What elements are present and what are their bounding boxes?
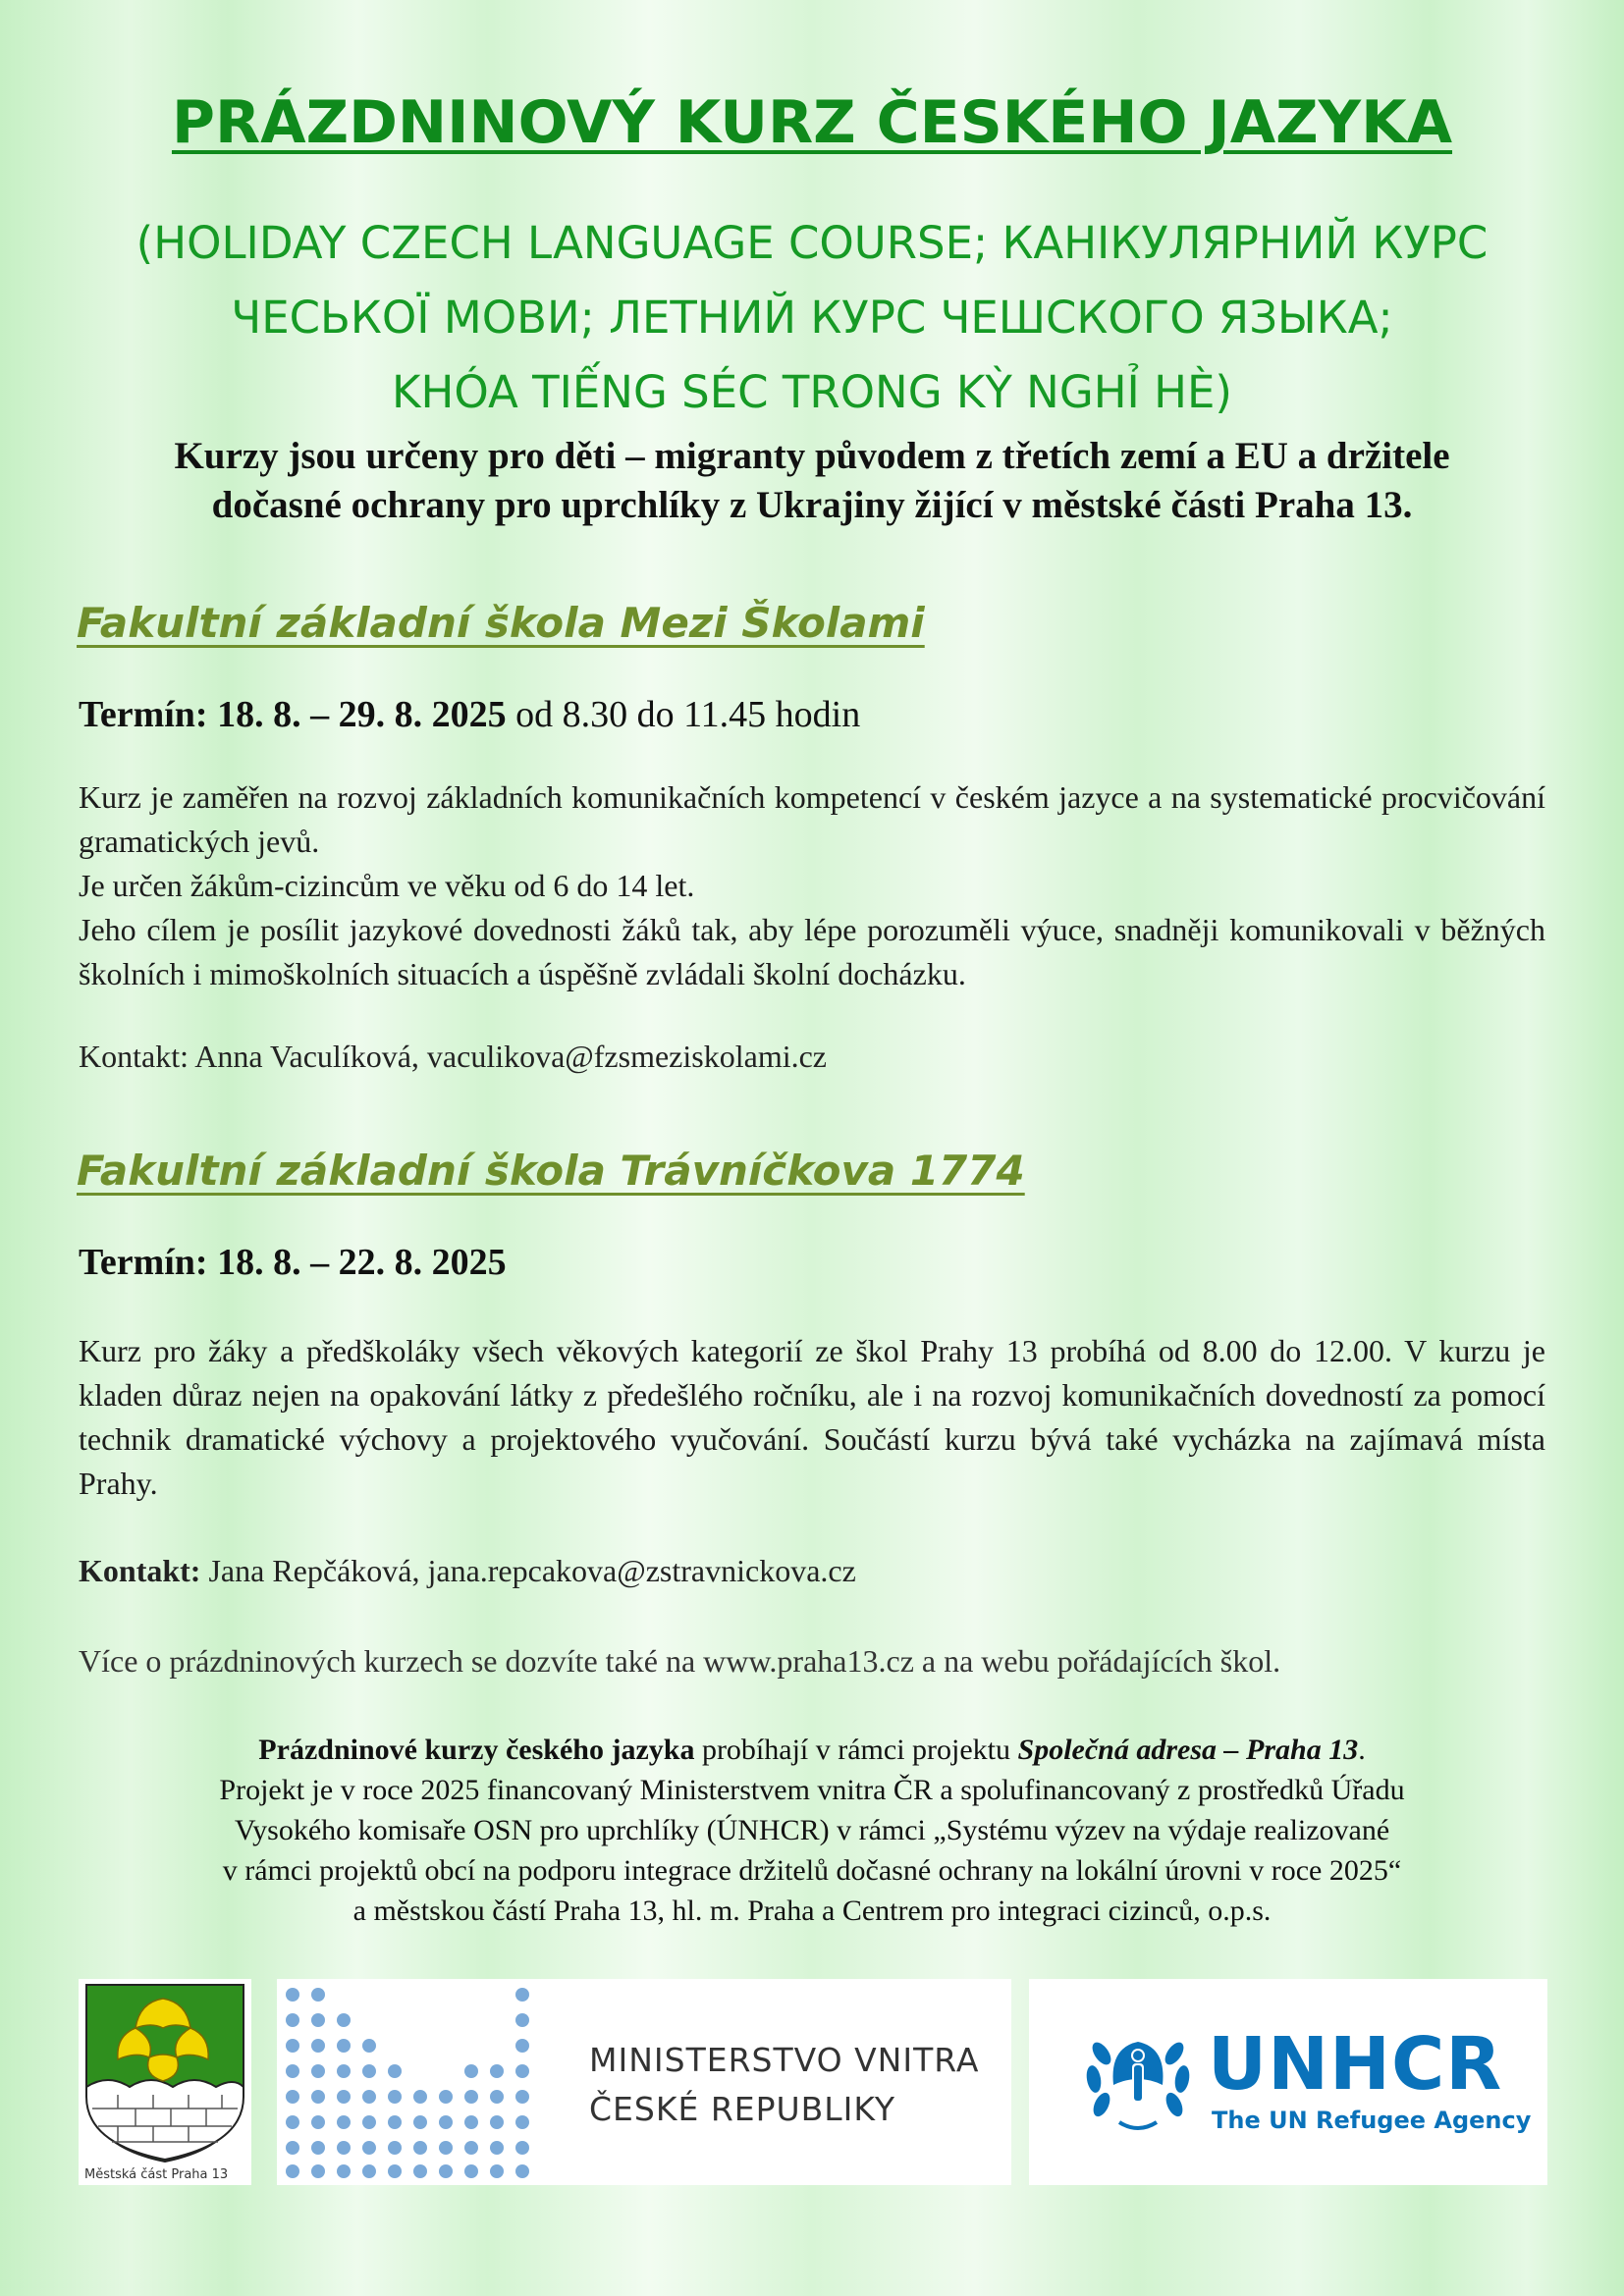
funding-footer bbox=[59, 1730, 1565, 1931]
mv-line1: MINISTERSTVO VNITRA bbox=[589, 2041, 980, 2079]
praha13-caption: Městská část Praha 13 bbox=[84, 2167, 229, 2182]
school1-contact: Kontakt: Anna Vaculíková, vaculikova@fzsmeziskolami.cz bbox=[79, 1039, 827, 1074]
footer-lead-mid: probíhají v rámci projektu bbox=[694, 1734, 1018, 1766]
subtitle-line: (HOLIDAY CZECH LANGUAGE COURSE; КАНІКУЛЯРНИЙ КУРС bbox=[135, 217, 1489, 269]
intro-line: dočasné ochrany pro uprchlíky z Ukrajiny žijící v městské části Praha 13. bbox=[211, 484, 1413, 526]
school1-paragraph: Jeho cílem je posílit jazykové dovednosti žáků tak, aby lépe porozuměli výuce, snadněji komunikovali v běžných školních i mimoškolních situacích a úspěšně zvládali školní docházku. bbox=[79, 912, 1545, 991]
subtitle-translations bbox=[59, 206, 1565, 430]
intro-line: Kurzy jsou určeny pro děti – migranty původem z třetích zemí a EU a držitele bbox=[174, 435, 1450, 477]
school2-heading: Fakultní základní škola Trávníčkova 1774 bbox=[77, 1147, 1025, 1195]
school1-heading: Fakultní základní škola Mezi Školami bbox=[77, 599, 925, 647]
page-title: PRÁZDNINOVÝ KURZ ČESKÉHO JAZYKA bbox=[171, 88, 1453, 157]
school1-description bbox=[79, 775, 1545, 996]
subtitle-line: ЧЕСЬКОЇ МОВИ; ЛЕТНИЙ КУРС ЧЕШСКОГО ЯЗЫКА; bbox=[231, 292, 1393, 344]
school2-term bbox=[79, 1241, 507, 1284]
footer-line: a městskou částí Praha 13, hl. m. Praha a Centrem pro integraci cizinců, o.p.s. bbox=[352, 1895, 1272, 1927]
school1-term-label: Termín: 18. 8. – 29. 8. 2025 bbox=[79, 694, 507, 735]
school2-contact-value: Jana Repčáková, jana.repcakova@zstravnickova.cz bbox=[200, 1553, 856, 1588]
footer-lead bbox=[59, 1730, 1565, 1770]
subtitle-line: KHÓA TIẾNG SÉC TRONG KỲ NGHỈ HÈ) bbox=[392, 366, 1232, 418]
praha13-logo bbox=[79, 1979, 251, 2185]
school1-term-hours: od 8.30 do 11.45 hodin bbox=[506, 694, 861, 735]
unhcr-name: UNHCR bbox=[1208, 2022, 1503, 2107]
footer-line: v rámci projektů obcí na podporu integrace držitelů dočasné ochrany na lokální úrovni v roce 2025“ bbox=[222, 1854, 1402, 1887]
footer-lead-end: . bbox=[1358, 1734, 1366, 1766]
footer-bold-lead: Prázdninové kurzy českého jazyka bbox=[258, 1734, 695, 1766]
school1-paragraph: Je určen žákům-cizincům ve věku od 6 do 14 let. bbox=[79, 868, 695, 903]
school1-paragraph: Kurz je zaměřen na rozvoj základních komunikačních kompetencí v českém jazyce a na systematické procvičování gramatických jevů. bbox=[79, 779, 1545, 859]
footer-project-name: Společná adresa – Praha 13 bbox=[1017, 1734, 1359, 1766]
school2-description: Kurz pro žáky a předškoláky všech věkových kategorií ze škol Prahy 13 probíhá od 8.00 do 12.00. V kurzu je kladen důraz nejen na opakování látky z předešlého ročníku, ale i na rozvoj komunikačních dovedností za pomocí technik dramatické výchovy a projektového vyučování. Součástí kurzu bývá také vycházka na zajímavá místa Prahy. bbox=[79, 1333, 1545, 1501]
more-info: Více o prázdninových kurzech se dozvíte také na www.praha13.cz a na webu pořádajících škol. bbox=[79, 1643, 1281, 1679]
mv-name bbox=[589, 2036, 979, 2134]
school2-contact-label: Kontakt: bbox=[79, 1553, 201, 1588]
footer-line: Vysokého komisaře OSN pro uprchlíky (ÚNHCR) v rámci „Systému výzev na výdaje realizované bbox=[234, 1814, 1390, 1846]
mv-dot-grid-icon bbox=[283, 1985, 548, 2179]
school1-term bbox=[79, 693, 860, 736]
unhcr-tagline: The UN Refugee Agency bbox=[1212, 2107, 1532, 2134]
unhcr-emblem-icon bbox=[1080, 2026, 1196, 2134]
mv-logo bbox=[277, 1979, 1011, 2185]
school2-term-label: Termín: 18. 8. – 22. 8. 2025 bbox=[79, 1242, 507, 1283]
school2-contact bbox=[79, 1553, 856, 1589]
intro-text bbox=[59, 432, 1565, 530]
footer-line: Projekt je v roce 2025 financovaný Ministerstvem vnitra ČR a spolufinancovaný z prostředků Úřadu bbox=[219, 1774, 1405, 1806]
mv-line2: ČESKÉ REPUBLIKY bbox=[589, 2090, 896, 2128]
unhcr-logo bbox=[1029, 1979, 1547, 2185]
praha13-coat-of-arms-icon bbox=[79, 1979, 251, 2165]
